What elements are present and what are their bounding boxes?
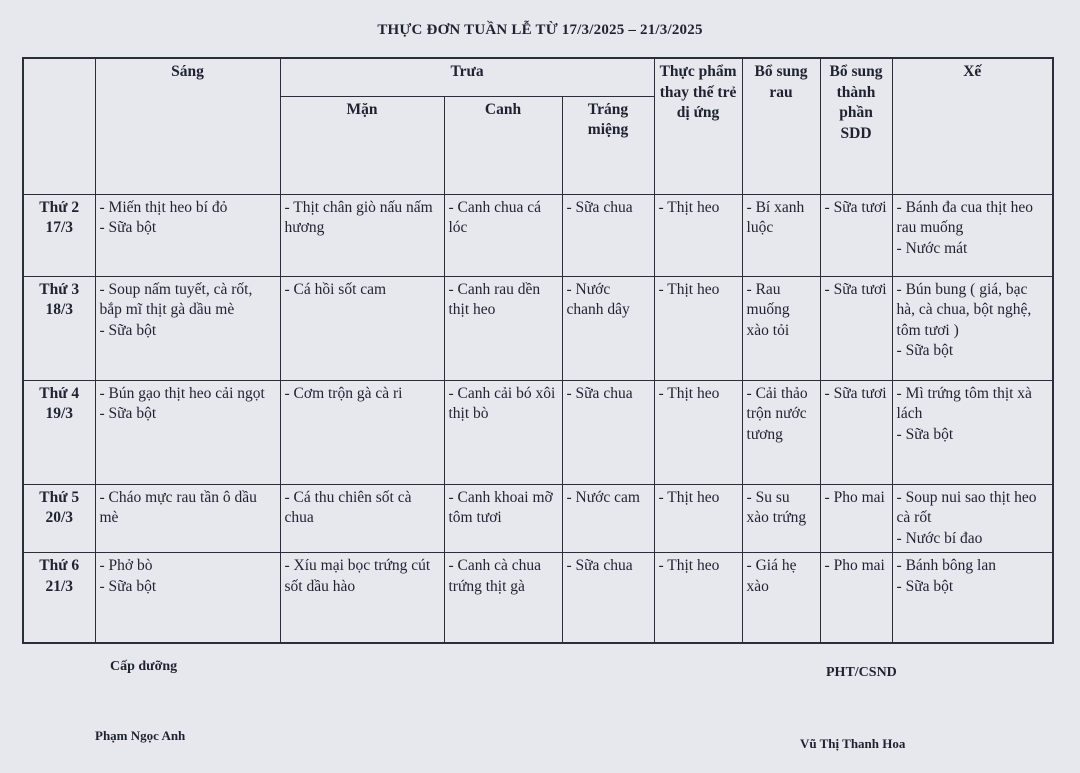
menu-item: - Miến thịt heo bí đỏ xyxy=(99,198,228,216)
cell-thay-the xyxy=(654,380,742,484)
date-label: 18/3 xyxy=(45,301,74,319)
header-trang-mieng: Tráng miệng xyxy=(562,96,654,194)
menu-item: - Sữa tươi xyxy=(824,198,887,216)
menu-item: - Canh chua cá lóc xyxy=(448,198,542,237)
cell-xe xyxy=(892,276,1053,380)
cell-man xyxy=(280,194,444,276)
cell-sang xyxy=(95,276,280,380)
cell-day xyxy=(23,380,95,484)
menu-item: - Sữa bột xyxy=(99,577,157,595)
menu-item: - Canh cải bó xôi thịt bò xyxy=(448,384,556,423)
date-label: 21/3 xyxy=(45,577,74,595)
cell-bo-sung-rau xyxy=(742,194,820,276)
cell-day xyxy=(23,484,95,553)
corner-header xyxy=(23,58,95,194)
header-man: Mặn xyxy=(280,96,444,194)
cell-xe xyxy=(892,553,1053,643)
header-bo-sung-sdd: Bổ sung thành phần SDD xyxy=(820,58,892,194)
table-row xyxy=(23,276,1053,380)
cell-bo-sung-sdd xyxy=(820,484,892,553)
table-row xyxy=(23,553,1053,643)
menu-item: - Canh khoai mỡ tôm tươi xyxy=(448,488,553,527)
cell-canh xyxy=(444,276,562,380)
menu-item: - Sữa chua xyxy=(566,198,633,216)
menu-item: - Sữa bột xyxy=(896,342,954,360)
cell-bo-sung-sdd xyxy=(820,276,892,380)
menu-item: - Thịt chân giò nấu nấm hương xyxy=(284,198,433,237)
menu-item: - Cá hồi sốt cam xyxy=(284,280,387,298)
menu-table xyxy=(22,57,1054,644)
cell-thay-the xyxy=(654,276,742,380)
menu-item: - Sữa chua xyxy=(566,557,633,575)
date-label: 17/3 xyxy=(45,219,74,237)
menu-item: - Su su xào trứng xyxy=(746,488,807,527)
day-label: Thứ 5 xyxy=(39,488,80,506)
cell-thay-the xyxy=(654,484,742,553)
signature-left-name: Phạm Ngọc Anh xyxy=(95,728,186,743)
menu-item: - Rau muống xào tỏi xyxy=(746,280,790,339)
menu-item: - Thịt heo xyxy=(658,384,720,402)
table-row xyxy=(23,484,1053,553)
cell-bo-sung-rau xyxy=(742,276,820,380)
menu-item: - Soup nấm tuyết, cà rốt, bắp mĩ thịt gà dầu mè xyxy=(99,280,253,319)
day-label: Thứ 3 xyxy=(39,280,80,298)
cell-thay-the xyxy=(654,553,742,643)
cell-bo-sung-sdd xyxy=(820,553,892,643)
cell-canh xyxy=(444,553,562,643)
menu-item: - Cơm trộn gà cà ri xyxy=(284,384,403,402)
day-label: Thứ 6 xyxy=(39,557,80,575)
menu-item: - Sữa bột xyxy=(896,425,954,443)
menu-item: - Bún bung ( giá, bạc hà, cà chua, bột nghệ, tôm tươi ) xyxy=(896,280,1032,339)
cell-bo-sung-rau xyxy=(742,484,820,553)
menu-item: - Cải thảo trộn nước tương xyxy=(746,384,808,443)
page-title: THỰC ĐƠN TUẦN LỄ TỪ 17/3/2025 – 21/3/2025 xyxy=(377,22,703,38)
date-label: 19/3 xyxy=(45,405,74,423)
cell-man xyxy=(280,380,444,484)
header-trua: Trưa xyxy=(280,58,654,96)
menu-item: - Bánh bông lan xyxy=(896,557,996,575)
menu-item: - Bí xanh luộc xyxy=(746,198,805,237)
cell-bo-sung-rau xyxy=(742,553,820,643)
cell-trang-mieng xyxy=(562,484,654,553)
menu-item: - Soup nui sao thịt heo cà rốt xyxy=(896,488,1037,527)
header-sang: Sáng xyxy=(95,58,280,194)
menu-item: - Xíu mại bọc trứng cút sốt dầu hào xyxy=(284,557,431,595)
menu-item: - Bánh đa cua thịt heo rau muống xyxy=(896,198,1033,237)
menu-item: - Nước mát xyxy=(896,239,968,257)
menu-item: - Sữa tươi xyxy=(824,384,887,402)
cell-day xyxy=(23,194,95,276)
menu-item: - Sữa bột xyxy=(99,219,157,237)
day-label: Thứ 2 xyxy=(39,198,80,216)
cell-bo-sung-sdd xyxy=(820,380,892,484)
header-xe: Xế xyxy=(892,58,1053,194)
cell-xe xyxy=(892,380,1053,484)
cell-thay-the xyxy=(654,194,742,276)
signature-left-title: Cấp dưỡng xyxy=(110,659,178,674)
cell-man xyxy=(280,553,444,643)
cell-trang-mieng xyxy=(562,553,654,643)
menu-item: - Giá hẹ xào xyxy=(746,557,797,595)
menu-item: - Sữa bột xyxy=(896,577,954,595)
cell-canh xyxy=(444,194,562,276)
cell-man xyxy=(280,276,444,380)
menu-item: - Pho mai xyxy=(824,488,885,506)
menu-item: - Sữa chua xyxy=(566,384,633,402)
menu-item: - Mì trứng tôm thịt xà lách xyxy=(896,384,1032,423)
cell-sang xyxy=(95,484,280,553)
menu-item: - Phở bò xyxy=(99,557,153,575)
header-thay-the: Thực phẩm thay thế trẻ dị ứng xyxy=(654,58,742,194)
menu-item: - Sữa bột xyxy=(99,405,157,423)
menu-item: - Cá thu chiên sốt cà chua xyxy=(284,488,412,527)
cell-day xyxy=(23,276,95,380)
menu-item: - Pho mai xyxy=(824,557,885,575)
cell-xe xyxy=(892,484,1053,553)
date-label: 20/3 xyxy=(45,509,74,527)
cell-canh xyxy=(444,380,562,484)
cell-canh xyxy=(444,484,562,553)
menu-item: - Cháo mực rau tần ô dầu mè xyxy=(99,488,257,527)
menu-item: - Canh rau dền thịt heo xyxy=(448,280,541,319)
menu-item: - Nước cam xyxy=(566,488,640,506)
cell-bo-sung-rau xyxy=(742,380,820,484)
cell-bo-sung-sdd xyxy=(820,194,892,276)
cell-sang xyxy=(95,380,280,484)
menu-item: - Sữa bột xyxy=(99,321,157,339)
menu-item: - Bún gạo thịt heo cải ngọt xyxy=(99,384,265,402)
header-canh: Canh xyxy=(444,96,562,194)
menu-item: - Nước chanh dây xyxy=(566,280,630,319)
menu-item: - Nước bí đao xyxy=(896,529,983,547)
signature-right-name: Vũ Thị Thanh Hoa xyxy=(800,736,906,751)
menu-item: - Canh cà chua trứng thịt gà xyxy=(448,557,542,595)
menu-item: - Thịt heo xyxy=(658,557,720,575)
menu-item: - Thịt heo xyxy=(658,488,720,506)
menu-item: - Thịt heo xyxy=(658,280,720,298)
cell-sang xyxy=(95,194,280,276)
cell-sang xyxy=(95,553,280,643)
cell-trang-mieng xyxy=(562,276,654,380)
header-bo-sung-rau: Bổ sung rau xyxy=(742,58,820,194)
cell-day xyxy=(23,553,95,643)
menu-item: - Thịt heo xyxy=(658,198,720,216)
cell-xe xyxy=(892,194,1053,276)
menu-item: - Sữa tươi xyxy=(824,280,887,298)
table-row xyxy=(23,380,1053,484)
cell-man xyxy=(280,484,444,553)
table-row xyxy=(23,194,1053,276)
cell-trang-mieng xyxy=(562,194,654,276)
day-label: Thứ 4 xyxy=(39,384,80,402)
cell-trang-mieng xyxy=(562,380,654,484)
signature-right-title: PHT/CSND xyxy=(826,665,897,680)
